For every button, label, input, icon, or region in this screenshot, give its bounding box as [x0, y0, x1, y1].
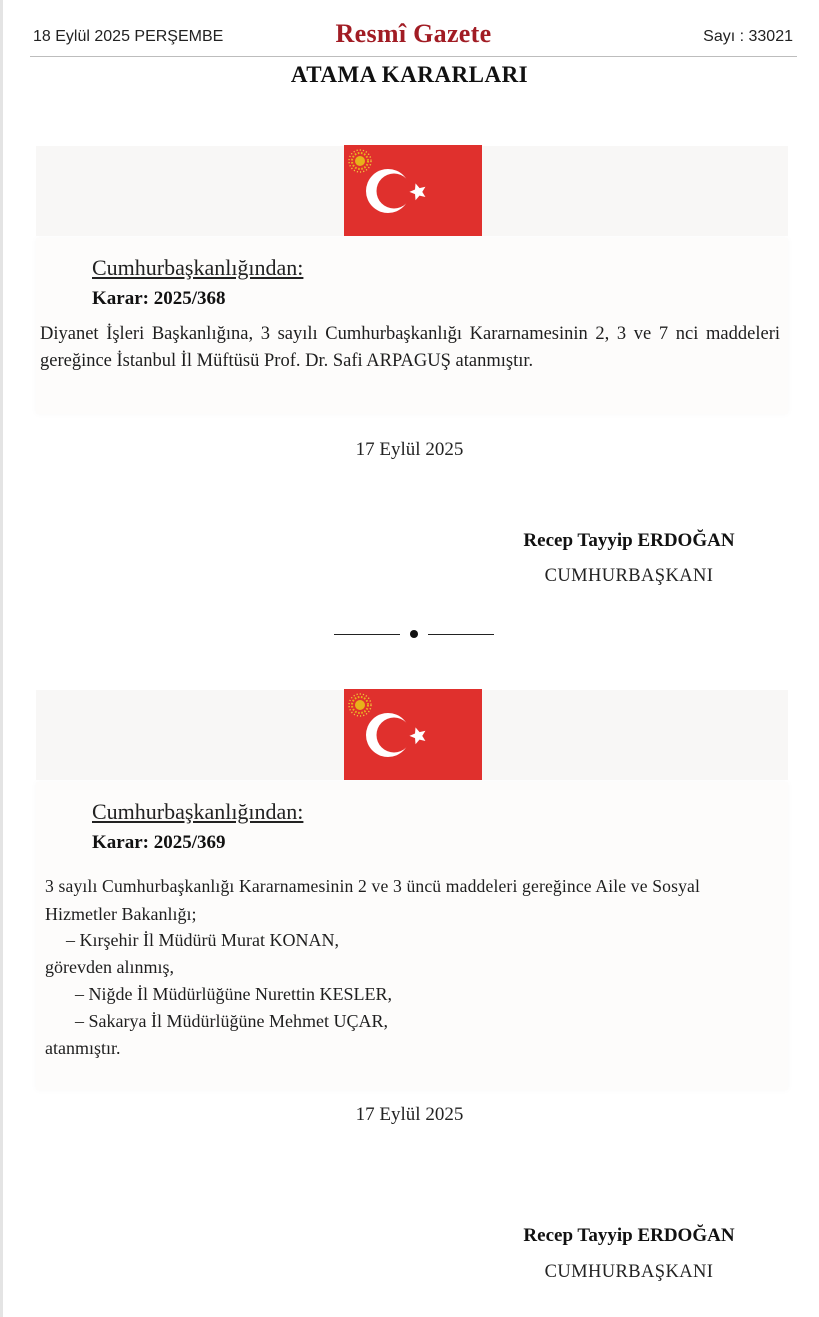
decision-line: Hizmetler Bakanlığı;: [45, 904, 197, 924]
decision-line: – Niğde İl Müdürlüğüne Nurettin KESLER,: [75, 984, 392, 1004]
section-title: ATAMA KARARLARI: [290, 62, 529, 87]
separator-line-left: [334, 634, 400, 635]
signer-title: CUMHURBAŞKANI: [544, 566, 714, 586]
turkish-flag-icon: [344, 689, 482, 780]
turkish-flag-icon: [344, 145, 482, 236]
section-separator: [334, 626, 494, 640]
issue-date: 18 Eylül 2025 PERŞEMBE: [33, 28, 224, 45]
publication-title: Resmî Gazete: [335, 19, 492, 48]
decision-line: – Sakarya İl Müdürlüğüne Mehmet UÇAR,: [75, 1011, 388, 1031]
decision-line: – Kırşehir İl Müdürü Murat KONAN,: [66, 930, 339, 950]
masthead: [30, 18, 797, 57]
decision-date: 17 Eylül 2025: [355, 439, 464, 460]
signer-name: Recep Tayyip ERDOĞAN: [523, 1225, 735, 1246]
signer-name: Recep Tayyip ERDOĞAN: [523, 530, 735, 551]
decision-paragraph: Diyanet İşleri Başkanlığına, 3 sayılı Cumhurbaşkanlığı Kararnamesinin 2, 3 ve 7 nci maddeleri gereğince İstanbul İl Müftüsü Prof. Dr. Safi ARPAGUŞ atanmıştır.: [40, 324, 780, 371]
decision-line: atanmıştır.: [45, 1038, 121, 1058]
decision-number: Karar: 2025/368: [92, 288, 226, 309]
decision-date: 17 Eylül 2025: [355, 1104, 464, 1125]
separator-dot: [410, 630, 418, 638]
issue-number: Sayı : 33021: [703, 28, 793, 45]
separator-line-right: [428, 634, 494, 635]
decision-line: görevden alınmış,: [45, 957, 174, 977]
issuer-heading: Cumhurbaşkanlığından:: [92, 255, 304, 280]
signer-title: CUMHURBAŞKANI: [544, 1262, 714, 1282]
issuer-heading: Cumhurbaşkanlığından:: [92, 799, 304, 824]
decision-number: Karar: 2025/369: [92, 832, 226, 853]
decision-line: 3 sayılı Cumhurbaşkanlığı Kararnamesinin 2 ve 3 üncü maddeleri gereğince Aile ve Sosyal: [45, 876, 701, 896]
